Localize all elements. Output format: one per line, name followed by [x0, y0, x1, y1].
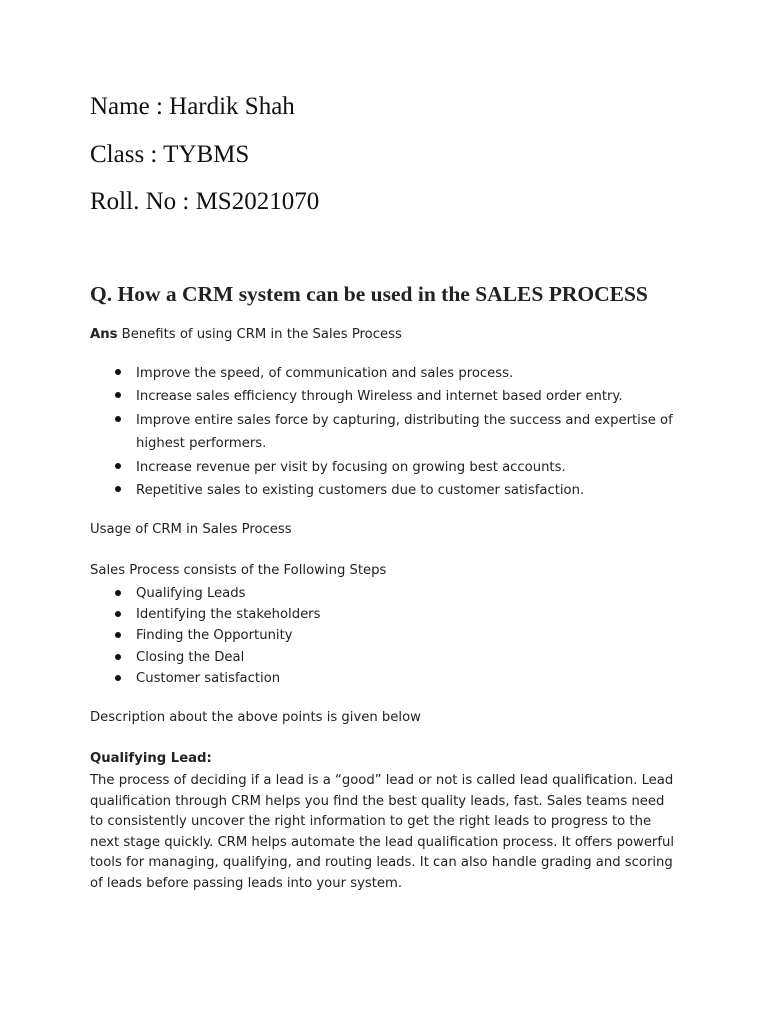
list-item — [90, 409, 690, 432]
question-heading: Q. How a CRM system can be used in the SALES PROCESS — [90, 282, 648, 306]
student-class: Class : TYBMS — [90, 141, 250, 168]
list-item — [90, 479, 690, 502]
steps-heading: Sales Process consists of the Following Steps — [90, 563, 387, 578]
list-item-text: Repetitive sales to existing customers due to customer satisfaction. — [136, 483, 585, 499]
list-item — [90, 604, 690, 625]
student-roll-number: Roll. No : MS2021070 — [90, 188, 320, 215]
section-paragraph — [90, 771, 690, 895]
list-item — [90, 647, 690, 668]
bullet-icon — [115, 416, 121, 422]
paragraph-line: qualification through CRM helps you find the best quality leads, fast. Sales teams need — [90, 793, 665, 809]
answer-text: Benefits of using CRM in the Sales Process — [117, 327, 402, 342]
bullet-icon — [115, 463, 121, 469]
list-item-text: Customer satisfaction — [136, 670, 281, 686]
list-item-text: Closing the Deal — [136, 649, 245, 665]
list-item-text: Qualifying Leads — [136, 586, 246, 601]
description-intro: Description about the above points is given below — [90, 710, 421, 725]
list-item-text: Increase sales efficiency through Wireless and internet based order entry. — [136, 389, 623, 405]
bullet-icon — [115, 611, 121, 617]
list-item — [90, 456, 690, 479]
paragraph-line: to consistently uncover the right information to get the right leads to progress to the — [90, 814, 652, 830]
list-item-text: Improve the speed, of communication and sales process. — [136, 366, 514, 381]
list-item — [90, 625, 690, 646]
list-item-text: Identifying the stakeholders — [136, 607, 321, 623]
list-item-text: Improve entire sales force by capturing, distributing the success and expertise of — [136, 412, 673, 428]
list-item-continuation — [90, 432, 690, 455]
list-item-text: Finding the Opportunity — [136, 628, 293, 644]
bullet-icon — [115, 632, 121, 638]
list-item — [90, 385, 690, 408]
section-heading: Qualifying Lead: — [90, 751, 212, 766]
paragraph-line: of leads before passing leads into your system. — [90, 875, 403, 891]
usage-heading: Usage of CRM in Sales Process — [90, 522, 292, 537]
bullet-icon — [115, 590, 121, 596]
student-name: Name : Hardik Shah — [90, 93, 295, 120]
answer-intro — [90, 327, 402, 342]
bullet-icon — [115, 369, 121, 375]
list-item — [90, 583, 690, 604]
answer-prefix: Ans — [90, 327, 118, 342]
list-item-text: Increase revenue per visit by focusing on growing best accounts. — [136, 459, 566, 475]
list-item — [90, 362, 690, 385]
bullet-icon — [115, 392, 121, 398]
bullet-icon — [115, 486, 121, 492]
list-item — [90, 668, 690, 689]
bullet-icon — [115, 675, 121, 681]
steps-list — [90, 583, 690, 689]
paragraph-line: The process of deciding if a lead is a “good” lead or not is called lead qualification. Lead — [90, 773, 674, 788]
paragraph-line: tools for managing, qualifying, and routing leads. It can also handle grading and scoring — [90, 855, 673, 871]
bullet-icon — [115, 654, 121, 660]
list-item-text: highest performers. — [136, 436, 267, 452]
benefits-list — [90, 362, 690, 502]
paragraph-line: next stage quickly. CRM helps automate the lead qualification process. It offers powerful — [90, 834, 675, 850]
